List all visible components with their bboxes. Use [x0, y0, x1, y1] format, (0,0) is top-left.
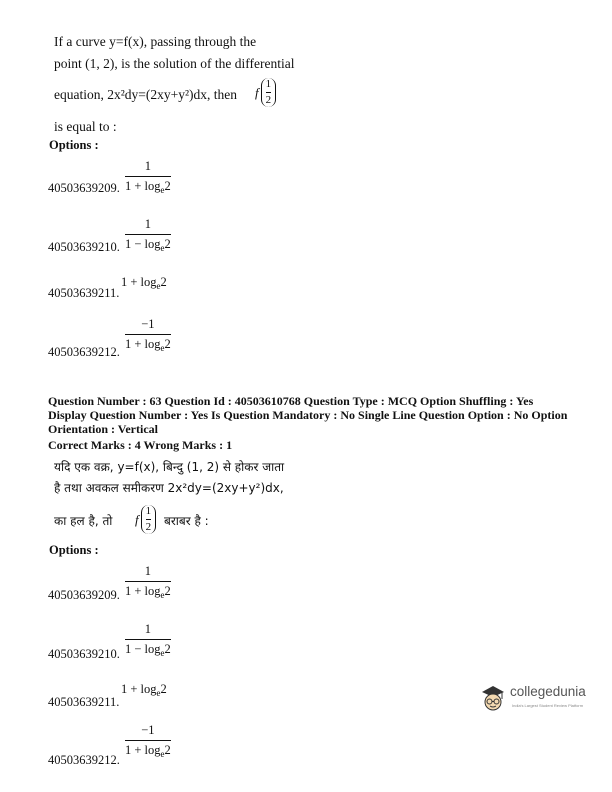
question-line-hindi: बराबर है :: [164, 514, 209, 528]
option-id: 40503639209.: [48, 588, 120, 602]
denominator-text: 1 + log: [125, 179, 161, 193]
option-expression[interactable]: [121, 275, 167, 290]
option-id: 40503639210.: [48, 240, 120, 254]
option-id: 40503639211.: [48, 286, 120, 300]
log-base: e: [156, 281, 161, 291]
mascot-icon: [478, 682, 508, 714]
fraction-numerator: 1: [265, 78, 272, 90]
log-base: e: [160, 749, 165, 759]
question-line-hindi: का हल है, तो: [54, 514, 113, 528]
log-base: e: [160, 185, 165, 195]
log-base: e: [156, 688, 161, 698]
marks-info: Correct Marks : 4 Wrong Marks : 1: [48, 438, 233, 452]
f-symbol: f: [255, 84, 259, 100]
option-fraction[interactable]: [125, 216, 171, 253]
log-base: e: [160, 243, 165, 253]
denominator-text: 1 − log: [125, 642, 161, 656]
option-fraction[interactable]: [125, 621, 171, 658]
denominator-text: 1 + log: [125, 584, 161, 598]
question-meta: Orientation : Vertical: [48, 422, 158, 436]
option-expression[interactable]: [121, 682, 167, 697]
option-id: 40503639209.: [48, 181, 120, 195]
option-id: 40503639210.: [48, 647, 120, 661]
fraction-denominator: 2: [145, 521, 152, 533]
fraction-numerator: 1: [144, 622, 152, 636]
question-line-hindi: है तथा अवकल समीकरण 2x²dy=(2xy+y²)dx,: [54, 481, 284, 495]
options-label: Options :: [49, 543, 99, 557]
expression-text: 1 + log: [121, 275, 157, 289]
fraction-numerator: 1: [144, 159, 152, 173]
fraction-numerator: −1: [141, 723, 155, 737]
option-fraction[interactable]: [125, 722, 171, 759]
fraction-numerator: 1: [144, 564, 152, 578]
f-of-half: [135, 505, 156, 534]
denominator-text: 1 + log: [125, 743, 161, 757]
option-fraction[interactable]: [125, 158, 171, 195]
option-id: 40503639212.: [48, 345, 120, 359]
denominator-arg: 2: [164, 179, 171, 193]
denominator-arg: 2: [164, 642, 171, 656]
options-label: Options :: [49, 138, 99, 152]
denominator-arg: 2: [164, 584, 171, 598]
option-fraction[interactable]: [125, 563, 171, 600]
question-line: equation, 2x²dy=(2xy+y²)dx, then: [54, 87, 238, 102]
question-line: If a curve y=f(x), passing through the: [54, 34, 257, 49]
f-of-half: [255, 78, 276, 107]
expression-text: 1 + log: [121, 682, 157, 696]
expression-arg: 2: [160, 682, 167, 696]
denominator-text: 1 + log: [125, 337, 161, 351]
question-meta: Question Number : 63 Question Id : 40503610768 Question Type : MCQ Option Shuffling : Yes: [48, 394, 534, 408]
fraction-numerator: 1: [145, 505, 152, 517]
question-meta: Display Question Number : Yes Is Question Mandatory : No Single Line Question Option : No Option: [48, 408, 568, 422]
half-fraction: [141, 505, 157, 534]
logo-name: collegedunia: [510, 684, 586, 699]
fraction-denominator: 2: [265, 94, 272, 106]
fraction-numerator: 1: [144, 217, 152, 231]
log-base: e: [160, 343, 165, 353]
denominator-arg: 2: [164, 743, 171, 757]
denominator-arg: 2: [164, 337, 171, 351]
question-line: is equal to :: [54, 119, 117, 134]
collegedunia-logo: [478, 682, 602, 718]
half-fraction: [261, 78, 277, 107]
logo-tagline: India's Largest Student Review Platform: [512, 703, 584, 708]
fraction-numerator: −1: [141, 317, 155, 331]
f-symbol: f: [135, 511, 139, 527]
question-line: point (1, 2), is the solution of the differential: [54, 56, 295, 71]
denominator-arg: 2: [164, 237, 171, 251]
denominator-text: 1 − log: [125, 237, 161, 251]
option-id: 40503639211.: [48, 695, 120, 709]
option-id: 40503639212.: [48, 753, 120, 767]
option-fraction[interactable]: [125, 316, 171, 353]
expression-arg: 2: [160, 275, 167, 289]
question-line-hindi: यदि एक वक्र, y=f(x), बिन्दु (1, 2) से होकर जाता: [54, 460, 285, 474]
log-base: e: [160, 590, 165, 600]
log-base: e: [160, 648, 165, 658]
